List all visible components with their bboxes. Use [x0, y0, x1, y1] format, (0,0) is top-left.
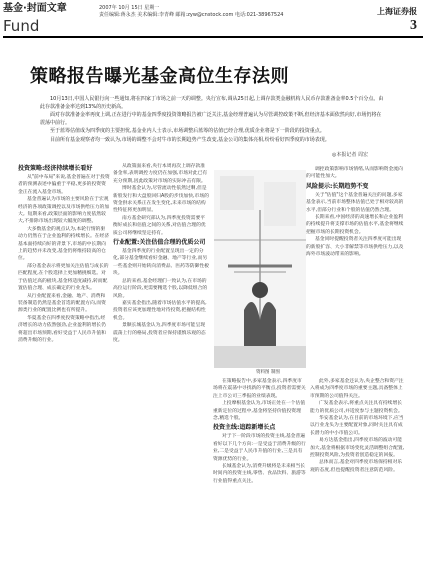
body-paragraph: 嘉实基金指出,随着市场估值水平的提高,投资者应该更加理性地对待投资,把握结构性机会。	[113, 300, 207, 321]
body-paragraph: 从行业配置来看,金融、地产、消费和装备制造仍然是基金首选的配置方向,而资源类行业的配置比例也有所提升。	[18, 293, 106, 314]
lead-paragraph: 目前所有基金观察者均一致认为,市场的调整不会对牛市的长期趋势产生改变,基金公司的集体亮相,纷纷看好四季度的市场表现。	[50, 136, 330, 143]
body-paragraph: 易方达基金指出,四季度市场的波动可能加大,基金将根据市场变化灵活调整组合配置,控制投资风险,为投资者创造稳定的回报。	[310, 438, 405, 459]
header-rule	[3, 36, 423, 38]
headline: 策略报告曝光基金高位生存法则	[30, 66, 289, 87]
header-meta	[99, 5, 283, 19]
body-paragraph: 景顺长城基金认为,四季度市场可能呈现震荡上行的格局,投资者应保持谨慎乐观的态度。	[113, 323, 206, 343]
body-paragraph: 基金同时提醒投资者关注四季度可能出现的新股扩容、大小非解禁等市场供给压力,以及海外市场波动带来的影响。	[306, 237, 404, 258]
lead-paragraph: 10月13日,中国人民银行向一些通知,将在四家丁市场之前一天的调整。央行宣布,调从25日起,上调存款类金融机构人民币存款准备金率0.5个百分点。由此存款准备金率达到13%的历史新高。	[40, 96, 384, 110]
page-number: 3	[410, 18, 417, 33]
body-paragraph: 上投摩根基金认为,市场正处在一个估值重新定位的过程中,基金将坚持价值投资理念,精选个股。	[213, 401, 306, 422]
illustration-photo	[214, 170, 306, 368]
body-paragraph: 长城基金认为,消费升级将是未来相当长时间内的投资主线,零售、食品饮料、旅游等行业值得重点关注。	[213, 464, 306, 484]
body-paragraph: 华安基金认为,在目前的市场环境下,应当以行业龙头为主要配置对象,同时关注具有成长潜力的中小市值公司。	[310, 416, 404, 436]
header-editors: 责任编辑:蒋永杰 美术编辑:李青峰 邮箱:zyw@cnstock.com 电话:021-38967524	[99, 12, 284, 18]
byline: ◎本报记者 周宏	[332, 152, 368, 158]
page-header	[3, 3, 423, 37]
body-paragraph: 调控政策影响市场情绪,从而影响资金流向的可能性加大。	[306, 167, 403, 180]
body-paragraph: 此外,多家基金还认为,央企整合和资产注入将成为四季度市场的重要主题,具备整体上市预期的公司值得关注。	[310, 379, 404, 399]
body-paragraph: 华夏基金在四季度投资策略中指出,经济增长的动力依然强劲,企业盈利的增长仍将超出市场预期,看好受益于人民币升值和消费升级的行业。	[18, 315, 106, 343]
illustration-graphic	[214, 170, 306, 368]
subheading: 投资主线:追踪新增长点	[213, 424, 276, 432]
article-column-4	[310, 378, 405, 568]
body-paragraph: 广发基金表示,将重点关注具有持续增长能力的优质公司,并适度参与主题投资机会。	[310, 401, 403, 414]
body-paragraph: 在策略报告中,多家基金表示,四季度市场将在震荡中寻找新的平衡点,投资者需要关注上市公司三季报的业绩表现。	[213, 379, 306, 399]
subheading: 行业配置:关注估值合理的优质公司	[113, 239, 206, 247]
body-paragraph: 对于下一阶段市场的投资主线,基金普遍看好以下几个方向:一是受益于消费升级的行业,二是受益于人民币升值的行业,三是具有资源优势的行业。	[213, 434, 306, 462]
article-column-2	[113, 163, 209, 568]
body-paragraph: 基金普遍认为市场的主要风险在于宏观经济的各项政策调控以及市场供给压力的加大。短期来看,政策层面的影响力度依然较大,不排除市场出现较大幅度的调整。	[18, 197, 110, 225]
body-paragraph: 长期来看,中国经济的高速增长和企业盈利的持续提升将支撑市场的估值水平,基金将继续把握市场的长期投资机会。	[306, 215, 404, 235]
newspaper-logo: 上海证券报	[377, 6, 417, 16]
photo-caption: 资料图 制图	[256, 370, 280, 375]
body-paragraph: 从政策面来看,央行本周再次上调存款准备金率,表明调控力度仍在加强,市场对此已有充分预期,因此政策对市场的实际冲击有限。	[113, 164, 208, 184]
body-paragraph: 大多数基金的观点认为,本轮行情的驱动力仍然在于企业盈利的持续增长。在经济基本面持续向好的背景下,市场的中长期向上的趋势并未改变,基金仍将维持较高的仓位。	[18, 226, 110, 262]
body-paragraph: 部分基金表示将更加关注估值与成长的匹配程度,在个股选择上更加精挑细选。对于估值过高的板块,基金将适度减持,转而配置估值合理、成长确定的行业龙头。	[18, 263, 109, 292]
lead-paragraph: 面对存款准备金率再度上调,正在进行中的基金四季度投资策略报告被广泛关注,基金经理普遍认为尽管调控政策不断,但经济基本面依然向好,市场仍将在震荡中前行。	[40, 112, 382, 126]
article-column-3	[213, 378, 306, 568]
body-paragraph: 基金四季度的行业配置呈现出一定的分化,部分基金继续看好金融、地产等行业,而另一些基金则开始转向消费品、医药等防御性板块。	[113, 249, 209, 277]
article-column-right-top	[306, 166, 406, 376]
body-paragraph: 总的来看,基金经理们一致认为,在市场的高位运行阶段,更需要精选个股,以降低组合的风险。	[113, 278, 208, 299]
body-paragraph: 南方基金研究部认为,四季度投资需要平衡好成长和估值之间的关系,对估值合理的优质公司将继续坚定持有。	[113, 215, 206, 236]
lead-paragraph: 至于蓝筹估值成为四季度的主要担忧,基金业内人士表示,市场调整后蓝筹的估值已经合理,优质企业将是下一阶段的投资重点。	[50, 128, 325, 134]
body-paragraph: 关于"估值"这个基金普遍关注的问题,多家基金表示,当前市场整体估值已处于相对较高的水平,但部分行业和个股的估值仍然合理。	[306, 192, 404, 213]
body-paragraph: 从"前中布局"来说,基金普遍在对于投资者的预测表述中偏重于平稳,更多的投资资金正在流入基金市场。	[18, 175, 110, 195]
body-paragraph: 博时基金认为,尽管流动性依然过剩,但是新股发行和大盘股回归A股的步伐加快,市场的资金供求关系正在发生变化,未来市场的结构性特征将更加明显。	[113, 186, 209, 214]
section-title: 基金·封面文章	[3, 3, 67, 14]
subheading: 投资策略:经济持续增长看好	[18, 165, 93, 172]
lead-paragraphs	[40, 96, 386, 145]
header-date: 2007年 10月 15日 星期一	[99, 5, 160, 11]
body-paragraph: 总体而言,基金对四季度市场保持相对乐观的态度,但也提醒投资者注意防范风险。	[310, 460, 403, 473]
article-column-1	[18, 163, 110, 568]
section-title-en: Fund	[3, 17, 40, 35]
subheading: 风险提示:长期趋势不变	[306, 182, 369, 190]
